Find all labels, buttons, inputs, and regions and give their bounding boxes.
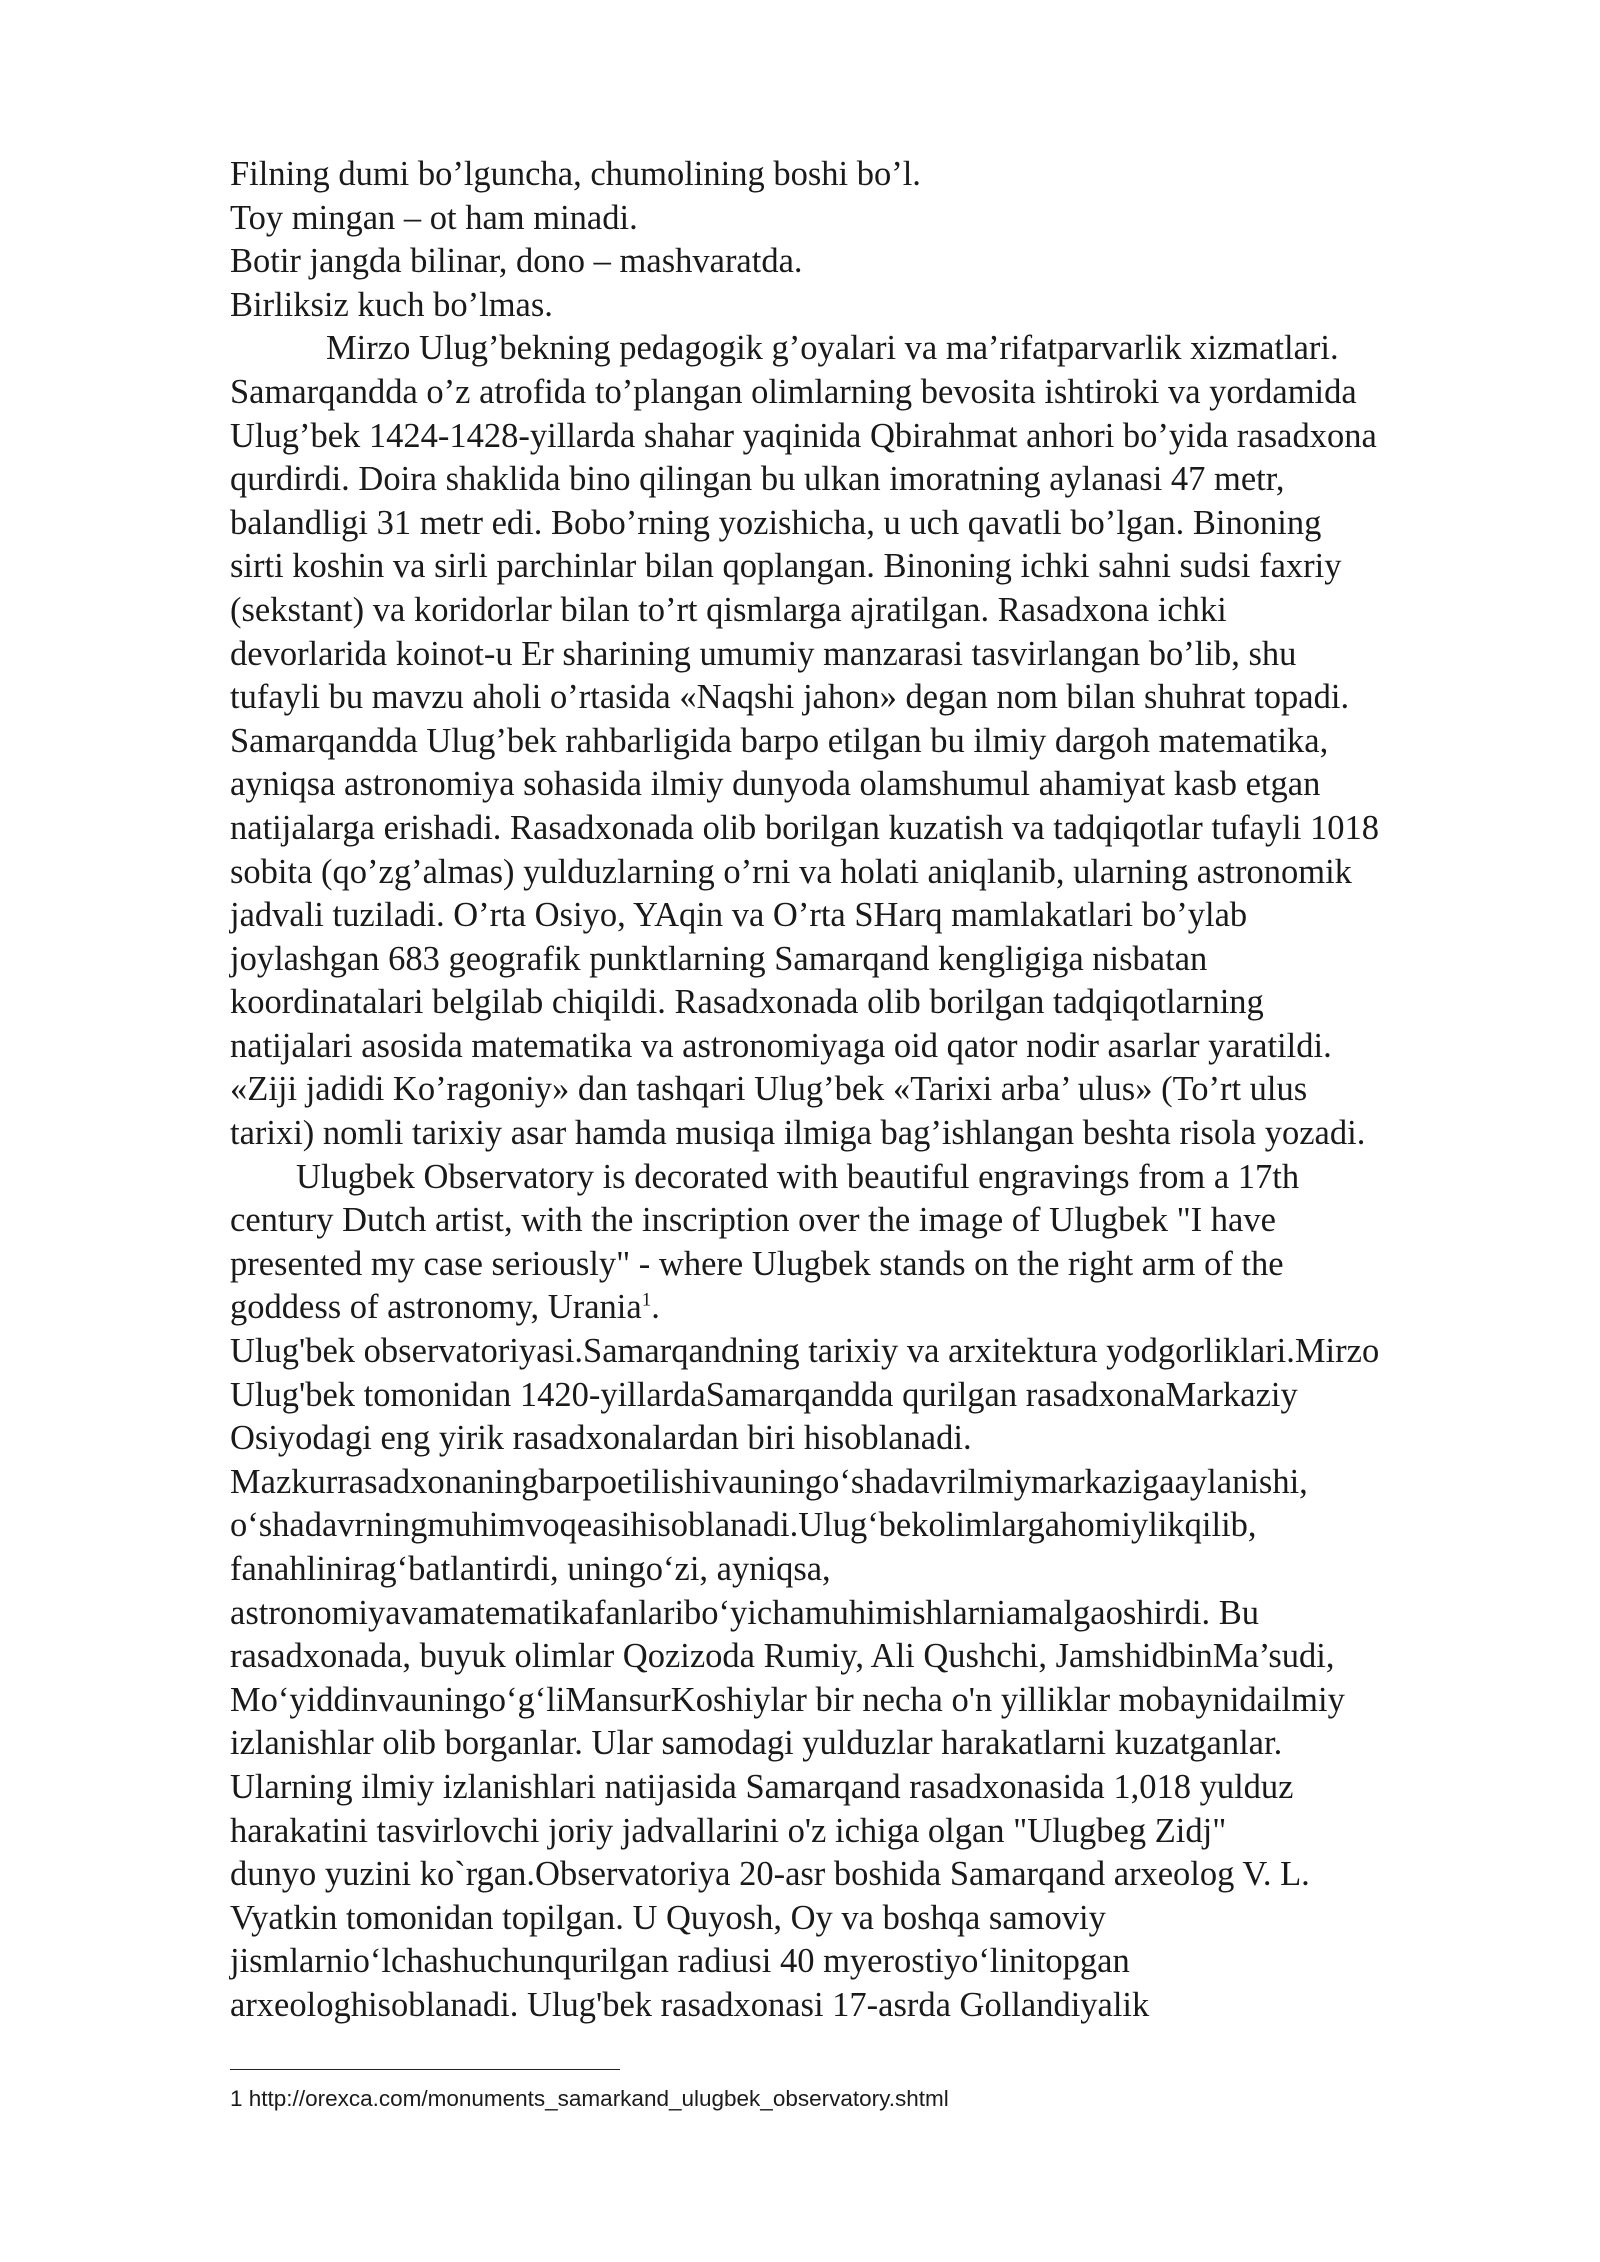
- paragraph-line: century Dutch artist, with the inscription over the image of Ulugbek "I have: [230, 1201, 1276, 1240]
- paragraph-line: Samarqandda o’z atrofida to’plangan olimlarning bevosita ishtiroki va yordamida: [230, 372, 1357, 411]
- paragraph-text: goddess of astronomy, Urania: [230, 1288, 642, 1327]
- paragraph-line: arxeologhisoblanadi. Ulug'bek rasadxonasi 17-asrda Gollandiyalik: [230, 1985, 1150, 2024]
- paragraph-line: tarixi) nomli tarixiy asar hamda musiqa ilmiga bag’ishlangan beshta risola yozadi.: [230, 1114, 1366, 1153]
- paragraph-line: izlanishlar olib borganlar. Ular samodagi yulduzlar harakatlarni kuzatganlar.: [230, 1724, 1283, 1763]
- paragraph-line: natijalari asosida matematika va astronomiyaga oid qator nodir asarlar yaratildi.: [230, 1026, 1332, 1065]
- paragraph-line: qurdirdi. Doira shaklida bino qilingan bu ulkan imoratning aylanasi 47 metr,: [230, 460, 1285, 499]
- paragraph-line: Vyatkin tomonidan topilgan. U Quyosh, Oy va boshqa samoviy: [230, 1898, 1106, 1937]
- body-text: [230, 153, 1500, 2028]
- paragraph-line: harakatini tasvirlovchi joriy jadvallarini o'z ichiga olgan "Ulugbeg Zidj": [230, 1811, 1227, 1850]
- paragraph-line: astronomiyavamatematikafanlaribo‘yichamuhimishlarniamalgaoshirdi. Bu: [230, 1593, 1259, 1632]
- section-heading-line: Mirzo Ulug’bekning pedagogik g’oyalari va ma’rifatparvarlik xizmatlari.: [326, 329, 1339, 368]
- paragraph-text: .: [651, 1288, 660, 1327]
- proverb-line: Toy mingan – ot ham minadi.: [230, 198, 638, 237]
- paragraph-line: koordinatalari belgilab chiqildi. Rasadxonada olib borilgan tadqiqotlarning: [230, 983, 1264, 1022]
- paragraph-line: Ularning ilmiy izlanishlari natijasida Samarqand rasadxonasida 1,018 yulduz: [230, 1767, 1294, 1806]
- paragraph-line: devorlarida koinot-u Er sharining umumiy manzarasi tasvirlangan bo’lib, shu: [230, 634, 1297, 673]
- footnote-reference[interactable]: 1: [641, 1289, 652, 1311]
- proverb-line: Botir jangda bilinar, dono – mashvaratda.: [230, 242, 803, 281]
- paragraph-line: dunyo yuzini ko`rgan.Observatoriya 20-asr boshida Samarqand arxeolog V. L.: [230, 1855, 1310, 1894]
- paragraph-line: Ulug'bek observatoriyasi.Samarqandning tarixiy va arxitektura yodgorliklari.Mirzo: [230, 1332, 1380, 1371]
- proverb-line: Birliksiz kuch bo’lmas.: [230, 285, 553, 324]
- paragraph-line: Ulug'bek tomonidan 1420-yillardaSamarqandda qurilgan rasadxonaMarkaziy: [230, 1375, 1298, 1414]
- paragraph-line: sirti koshin va sirli parchinlar bilan qoplangan. Binoning ichki sahni sudsi faxriy: [230, 547, 1342, 586]
- paragraph-line: Mazkurrasadxonaningbarpoetilishivauningo‘shadavrilmiymarkazigaaylanishi,: [230, 1462, 1308, 1501]
- paragraph-line: «Ziji jadidi Ko’ragoniy» dan tashqari Ulug’bek «Tarixi arba’ ulus» (To’rt ulus: [230, 1070, 1308, 1109]
- paragraph-line: jismlarnio‘lchashuchunqurilgan radiusi 40 myerostiyo‘linitopgan: [230, 1942, 1130, 1981]
- paragraph-line: ayniqsa astronomiya sohasida ilmiy dunyoda olamshumul ahamiyat kasb etgan: [230, 765, 1321, 804]
- footnote: [230, 2084, 949, 2114]
- footnote-separator: [230, 2069, 620, 2070]
- paragraph-line: balandligi 31 metr edi. Bobo’rning yozishicha, u uch qavatli bo’lgan. Binoning: [230, 503, 1322, 542]
- paragraph-line: Ulugbek Observatory is decorated with beautiful engravings from a 17th: [296, 1157, 1300, 1196]
- paragraph-line: Samarqandda Ulug’bek rahbarligida barpo etilgan bu ilmiy dargoh matematika,: [230, 721, 1329, 760]
- paragraph-line: Mo‘yiddinvauningo‘g‘liMansurKoshiylar bir necha o'n yilliklar mobaynidailmiy: [230, 1680, 1345, 1719]
- paragraph-line: Osiyodagi eng yirik rasadxonalardan biri hisoblanadi.: [230, 1419, 972, 1458]
- paragraph-line: rasadxonada, buyuk olimlar Qozizoda Rumiy, Ali Qushchi, JamshidbinMa’sudi,: [230, 1637, 1335, 1676]
- paragraph-line: sobita (qo’zg’almas) yulduzlarning o’rni va holati aniqlanib, ularning astronomik: [230, 852, 1352, 891]
- paragraph-line: tufayli bu mavzu aholi o’rtasida «Naqshi jahon» degan nom bilan shuhrat topadi.: [230, 678, 1350, 717]
- paragraph-line: o‘shadavrningmuhimvoqeasihisoblanadi.Ulug‘bekolimlargahomiylikqilib,: [230, 1506, 1257, 1545]
- proverb-line: Filning dumi bo’lguncha, chumolining boshi bo’l.: [230, 155, 921, 193]
- paragraph-line: Ulug’bek 1424-1428-yillarda shahar yaqinida Qbirahmat anhori bo’yida rasadxona: [230, 416, 1377, 455]
- paragraph-line: [230, 1286, 1500, 1330]
- paragraph-line: presented my case seriously" - where Ulugbek stands on the right arm of the: [230, 1244, 1284, 1283]
- paragraph-line: natijalarga erishadi. Rasadxonada olib borilgan kuzatish va tadqiqotlar tufayli 1018: [230, 808, 1380, 847]
- paragraph-line: fanahlinirag‘batlantirdi, uningo‘zi, ayniqsa,: [230, 1550, 831, 1588]
- paragraph-line: joylashgan 683 geografik punktlarning Samarqand kengligiga nisbatan: [230, 939, 1208, 978]
- paragraph-line: jadvali tuziladi. O’rta Osiyo, YAqin va O’rta SHarq mamlakatlari bo’ylab: [230, 896, 1248, 935]
- footnote-link[interactable]: http://orexca.com/monuments_samarkand_ulugbek_observatory.shtml: [248, 2086, 949, 2111]
- footnote-number: 1: [230, 2086, 243, 2111]
- paragraph-line: (sekstant) va koridorlar bilan to’rt qismlarga ajratilgan. Rasadxona ichki: [230, 590, 1227, 629]
